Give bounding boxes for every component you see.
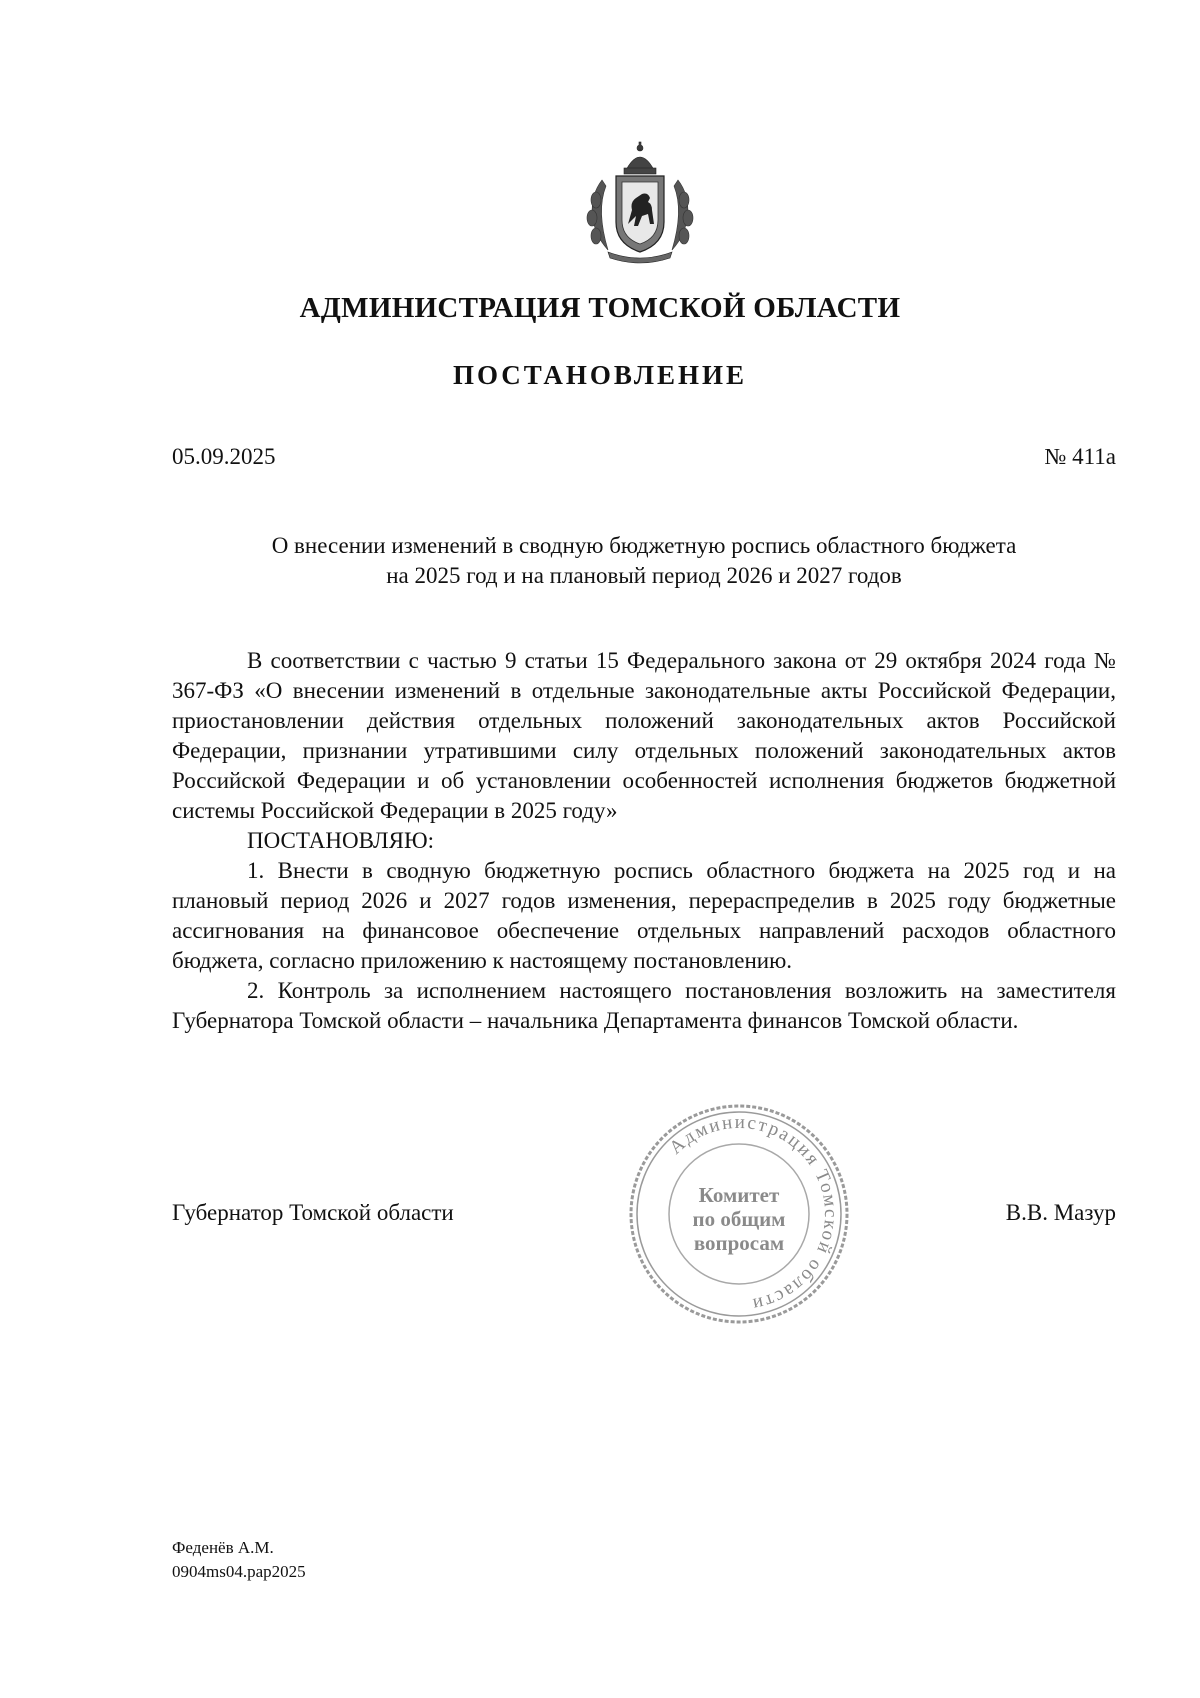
item-1-paragraph: 1. Внести в сводную бюджетную роспись областного бюджета на 2025 год и на плановый период 2026 и 2027 годов изменения, перераспределив в 2025 году бюджетные ассигнования на финансовое обеспечение отдельных направлений расходов областного бюджета, согласно приложению к настоящему постановлению. <box>172 858 1116 973</box>
executor-name: Феденёв А.М. <box>172 1538 274 1557</box>
document-type: ПОСТАНОВЛЕНИЕ <box>452 360 748 390</box>
document-body <box>172 646 1116 1036</box>
subject-line-2: на 2025 год и на плановый период 2026 и 2027 годов <box>386 563 902 588</box>
signatory-position: Губернатор Томской области <box>172 1200 454 1225</box>
stamp-ring-text: Администрация Томской области <box>665 1111 842 1316</box>
item-2-paragraph: 2. Контроль за исполнением настоящего постановления возложить на заместителя Губернатора Томской области – начальника Департамента финансов Томской области. <box>172 978 1116 1033</box>
document-number: № 411а <box>1044 444 1116 469</box>
organization-title: АДМИНИСТРАЦИЯ ТОМСКОЙ ОБЛАСТИ <box>299 292 901 324</box>
stamp-line-1: Комитет <box>698 1183 780 1207</box>
official-stamp <box>625 1100 853 1328</box>
document-date: 05.09.2025 <box>172 444 276 469</box>
subject-line-1: О внесении изменений в сводную бюджетную роспись областного бюджета <box>271 533 1017 558</box>
stamp-line-2: по общим <box>692 1207 786 1231</box>
executor-block <box>172 1536 306 1584</box>
stamp-line-3: вопросам <box>693 1231 785 1255</box>
signatory-name: В.В. Мазур <box>1005 1200 1116 1225</box>
preamble-paragraph: В соответствии с частью 9 статьи 15 Федерального закона от 29 октября 2024 года № 367-ФЗ «О внесении изменений в отдельные законодательные акты Российской Федерации, приостановлении действия отдельных положений законодательных актов Российской Федерации, признании утратившими силу отдельных положений законодательных актов Российской Федерации и об установлении особенностей исполнения бюджетов бюджетной системы Российской Федерации в 2025 году» <box>172 648 1116 823</box>
file-code: 0904ms04.pap2025 <box>172 1562 306 1581</box>
coat-of-arms-icon <box>582 140 698 268</box>
document-subject <box>172 531 1116 591</box>
resolve-heading: ПОСТАНОВЛЯЮ: <box>247 828 435 853</box>
